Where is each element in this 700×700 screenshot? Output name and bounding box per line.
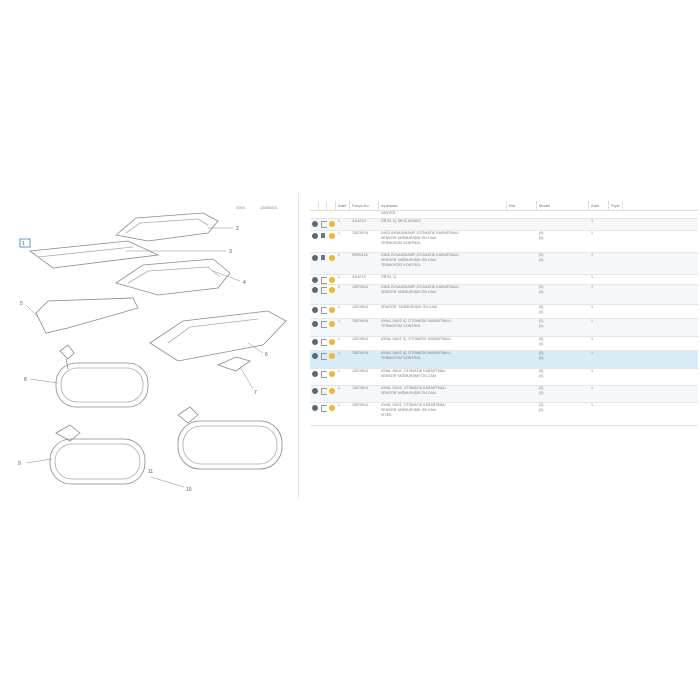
note-cell xyxy=(507,305,537,318)
description-line: TERMOSTAT KONTROL xyxy=(381,356,421,360)
model-line: (0) xyxy=(539,374,544,378)
qty-cell: 1 xyxy=(338,351,340,355)
count-cell: 1 xyxy=(591,386,593,390)
row-status-cell xyxy=(327,386,336,402)
description-cell xyxy=(379,211,507,218)
description-cell xyxy=(379,319,507,336)
count-cell xyxy=(589,211,609,218)
count-cell: 1 xyxy=(591,369,593,373)
bulb-icon[interactable] xyxy=(329,371,335,377)
row-select-cell[interactable] xyxy=(310,219,319,230)
row-status-cell xyxy=(327,351,336,368)
description-cell xyxy=(379,231,507,252)
row-select-cell[interactable] xyxy=(310,337,319,350)
col-description[interactable]: Açıklama xyxy=(379,201,507,210)
row-icon-cell xyxy=(319,253,327,274)
overhead-cover-top xyxy=(116,213,218,241)
qty-cell xyxy=(336,211,350,218)
row-icon-cell xyxy=(319,337,327,350)
row-status-cell xyxy=(327,275,336,284)
note-cell xyxy=(507,275,537,284)
description-line: DIKIZ AYNASI/KAMP.,OTOMATİK KARARTMALI xyxy=(381,253,459,257)
callout-label[interactable]: 2 xyxy=(236,226,239,232)
row-icon-cell xyxy=(319,219,327,230)
model-line: (0) xyxy=(539,351,544,355)
table-row[interactable] xyxy=(310,351,698,369)
description-line: VİTES xyxy=(381,413,392,417)
status-dot-icon[interactable] xyxy=(312,277,318,283)
row-select-cell[interactable] xyxy=(310,319,319,336)
qty-cell: 1 xyxy=(338,285,340,289)
callout-label[interactable]: 1 xyxy=(22,241,25,247)
description-line: SENSÖR YAĞMUR/IŞIK ÖN CAM xyxy=(381,408,436,412)
row-select-cell[interactable] xyxy=(310,275,319,284)
callout-label[interactable]: 7 xyxy=(254,390,257,396)
row-icon-cell xyxy=(319,231,327,252)
model-line: (0) xyxy=(539,310,544,314)
col-note[interactable]: Not xyxy=(507,201,537,210)
description-line: AYNA, DİKİZ, OTOMATİK KARARTMALI xyxy=(381,403,447,407)
mirror-stem-upper xyxy=(60,345,74,359)
row-status-cell xyxy=(327,211,336,218)
document-icon[interactable] xyxy=(321,255,325,260)
note-cell xyxy=(507,211,537,218)
price-cell xyxy=(609,337,623,350)
model-cell xyxy=(537,219,589,230)
qty-cell: 1 xyxy=(338,219,340,223)
model-cell xyxy=(537,369,589,385)
model-line: (0) xyxy=(539,337,544,341)
table-row[interactable] xyxy=(310,211,698,219)
model-line: (0) xyxy=(539,408,544,412)
price-cell xyxy=(609,319,623,336)
description-line: TERMOSTAT KONTROL xyxy=(381,241,421,245)
model-line: (0) xyxy=(539,324,544,328)
qty-cell: 1 xyxy=(338,253,340,257)
model-line: (0) xyxy=(539,403,544,407)
row-status-cell xyxy=(327,285,336,304)
qty-cell: 1 xyxy=(338,319,340,323)
model-cell xyxy=(537,319,589,336)
col-count[interactable]: Adet xyxy=(589,201,609,210)
note-cell xyxy=(507,351,537,368)
row-status-cell xyxy=(327,305,336,318)
mount-clip xyxy=(218,357,250,371)
parts-list-table xyxy=(310,193,698,498)
model-line: (0) xyxy=(539,258,544,262)
trim-bracket xyxy=(36,298,138,333)
row-status-cell xyxy=(327,337,336,350)
callout-label[interactable]: 4 xyxy=(243,280,246,286)
row-select-cell[interactable] xyxy=(310,305,319,318)
status-dot-icon[interactable] xyxy=(312,307,318,313)
description-cell xyxy=(379,369,507,385)
model-cell xyxy=(537,305,589,318)
note-cell xyxy=(507,369,537,385)
description-line: AYNA, DİKİZ İÇ, OTOMATİK KARARTMALI xyxy=(381,319,451,323)
price-cell xyxy=(609,275,623,284)
bulb-icon[interactable] xyxy=(329,405,335,411)
table-row[interactable] xyxy=(310,305,698,319)
table-header xyxy=(310,201,698,211)
col-select[interactable] xyxy=(310,201,319,210)
count-cell: 1 xyxy=(591,275,593,279)
qty-cell: 1 xyxy=(338,386,340,390)
model-line: (0) xyxy=(539,253,544,257)
row-icon-cell xyxy=(319,319,327,336)
part-number-cell[interactable]: 13579514 xyxy=(352,305,368,309)
rearview-mirror-3 xyxy=(178,421,282,469)
bulb-icon[interactable] xyxy=(329,233,335,239)
price-cell xyxy=(609,369,623,385)
model-line: (0) xyxy=(539,236,544,240)
description-line: DIKIZ AYNASI/KAMP.,OTOMATİK KARARTMALI xyxy=(381,285,459,289)
bulb-icon[interactable] xyxy=(329,277,335,283)
note-cell xyxy=(507,337,537,350)
description-line: SENSÖR YAĞMUR/IŞIK ÖN CAM xyxy=(381,374,436,378)
model-cell xyxy=(537,231,589,252)
model-cell xyxy=(537,386,589,402)
note-cell xyxy=(507,231,537,252)
row-status-cell xyxy=(327,319,336,336)
status-dot-icon[interactable] xyxy=(312,353,318,359)
qty-cell: 1 xyxy=(338,369,340,373)
description-cell xyxy=(379,305,507,318)
description-line: SENSÖR YAĞMUR/IŞIK ÖN CAM xyxy=(381,236,436,240)
row-icon-cell xyxy=(319,285,327,304)
col-qty[interactable]: Adet xyxy=(336,201,350,210)
model-line: (0) xyxy=(539,356,544,360)
row-icon-cell xyxy=(319,386,327,402)
part-number-cell[interactable]: 3118719 xyxy=(352,219,366,223)
col-model[interactable]: Model xyxy=(537,201,589,210)
model-cell xyxy=(537,285,589,304)
table-row[interactable] xyxy=(310,275,698,285)
row-status-cell xyxy=(327,231,336,252)
status-dot-icon[interactable] xyxy=(312,405,318,411)
count-cell: 1 xyxy=(591,219,593,223)
part-number-cell[interactable]: 13579514 xyxy=(352,285,368,289)
bulb-icon[interactable] xyxy=(329,321,335,327)
model-line: (0) xyxy=(539,285,544,289)
row-status-cell xyxy=(327,253,336,274)
parts-catalog-view xyxy=(8,193,698,498)
price-cell xyxy=(609,253,623,274)
callout-label[interactable]: 3 xyxy=(229,249,232,255)
part-number-cell[interactable]: 3118719 xyxy=(352,275,366,279)
col-price[interactable]: Fiyat xyxy=(609,201,623,210)
row-select-cell[interactable] xyxy=(310,351,319,368)
row-select-cell[interactable] xyxy=(310,386,319,402)
bulb-icon[interactable] xyxy=(329,287,335,293)
col-part-number[interactable]: Parça No xyxy=(350,201,379,210)
description-line: SENSÖR, YAĞMUR/IŞIK ÖN CAM xyxy=(381,305,437,309)
part-number-cell[interactable]: 13579514 xyxy=(352,319,368,323)
callout-label[interactable]: 10 xyxy=(186,487,192,493)
bulb-icon[interactable] xyxy=(329,255,335,261)
row-icon-cell xyxy=(319,403,327,425)
row-select-cell[interactable] xyxy=(310,403,319,425)
note-cell xyxy=(507,386,537,402)
note-cell xyxy=(507,285,537,304)
row-status-cell xyxy=(327,403,336,425)
description-line: AYNA, DİKİZ İÇ, OTOMATİK KARARTMALI xyxy=(381,351,451,355)
status-dot-icon[interactable] xyxy=(312,221,318,227)
row-icon-cell xyxy=(319,211,327,218)
count-cell: 1 xyxy=(591,319,593,323)
diagram-header-right: 13580001 xyxy=(260,205,278,210)
status-dot-icon[interactable] xyxy=(312,233,318,239)
mirror-stem-right xyxy=(178,407,198,423)
row-icon-cell xyxy=(319,275,327,284)
table-row[interactable] xyxy=(310,231,698,253)
row-select-cell[interactable] xyxy=(310,231,319,252)
bulb-icon[interactable] xyxy=(329,307,335,313)
description-line: SENSÖR YAĞMUR/IŞIK ÖN CAM xyxy=(381,290,436,294)
model-cell xyxy=(537,253,589,274)
description-cell xyxy=(379,351,507,368)
overhead-console xyxy=(116,259,230,295)
table-row[interactable] xyxy=(310,369,698,386)
price-cell xyxy=(609,285,623,304)
description-cell xyxy=(379,285,507,304)
bulb-icon[interactable] xyxy=(329,353,335,359)
callout-label[interactable]: 11 xyxy=(148,469,154,475)
description-cell xyxy=(379,337,507,350)
description-line: ÖRTÜ, İÇ DİKİZ AYNASI xyxy=(381,219,421,223)
count-cell: 1 xyxy=(591,285,593,289)
table-row[interactable] xyxy=(310,386,698,403)
note-cell xyxy=(507,319,537,336)
status-dot-icon[interactable] xyxy=(312,339,318,345)
description-line: SENSÖR YAĞMUR/IŞIK ÖN CAM xyxy=(381,258,436,262)
count-cell: 1 xyxy=(591,351,593,355)
description-cell xyxy=(379,403,507,425)
price-cell xyxy=(609,305,623,318)
part-number-cell[interactable] xyxy=(350,211,379,218)
price-cell xyxy=(609,351,623,368)
col-status xyxy=(327,201,336,210)
table-row[interactable] xyxy=(310,253,698,275)
row-select-cell[interactable] xyxy=(310,285,319,304)
row-icon-cell xyxy=(319,369,327,385)
model-line: (0) xyxy=(539,342,544,346)
row-icon-cell xyxy=(319,305,327,318)
part-number-cell[interactable]: 13579514 xyxy=(352,231,368,235)
bulb-icon[interactable] xyxy=(329,221,335,227)
model-line: (0) xyxy=(539,231,544,235)
count-cell: 1 xyxy=(591,253,593,257)
model-cell xyxy=(537,275,589,284)
description-cell xyxy=(379,253,507,274)
row-status-cell xyxy=(327,369,336,385)
note-cell xyxy=(507,403,537,425)
model-cell xyxy=(537,351,589,368)
row-select-cell[interactable] xyxy=(310,369,319,385)
description-line: AYNA, DİKİZ, OTOMATİK KARARTMALI xyxy=(381,369,447,373)
qty-cell: 1 xyxy=(338,275,340,279)
part-number-cell[interactable]: 13579514 xyxy=(352,403,368,407)
description-line: AYNA, DİKİZ İÇ, OTOMATİK KARARTMALI xyxy=(381,337,451,341)
status-dot-icon[interactable] xyxy=(312,371,318,377)
description-line: VANTED xyxy=(381,211,396,215)
price-cell xyxy=(609,386,623,402)
qty-cell: 1 xyxy=(338,337,340,341)
price-cell xyxy=(609,231,623,252)
note-cell xyxy=(507,219,537,230)
model-cell xyxy=(537,403,589,425)
price-cell xyxy=(609,403,623,425)
qty-cell: 1 xyxy=(338,305,340,309)
qty-cell: 1 xyxy=(338,403,340,407)
row-status-cell xyxy=(327,219,336,230)
document-icon[interactable] xyxy=(321,233,325,238)
model-cell xyxy=(537,211,589,218)
description-cell xyxy=(379,219,507,230)
model-cell xyxy=(537,337,589,350)
col-icon xyxy=(319,201,327,210)
description-line: SENSÖR YAĞMUR/IŞIK ÖN CAM xyxy=(381,391,436,395)
callout-label[interactable]: 9 xyxy=(18,461,21,467)
description-cell xyxy=(379,386,507,402)
row-select-cell[interactable] xyxy=(310,253,319,274)
bulb-icon[interactable] xyxy=(329,339,335,345)
row-icon-cell xyxy=(319,351,327,368)
part-number-cell[interactable]: 13579514 xyxy=(352,351,368,355)
count-cell: 1 xyxy=(591,305,593,309)
qty-cell: 1 xyxy=(338,231,340,235)
table-row[interactable] xyxy=(310,403,698,426)
status-dot-icon[interactable] xyxy=(312,388,318,394)
status-dot-icon[interactable] xyxy=(312,321,318,327)
row-select-cell[interactable] xyxy=(310,211,319,218)
table-row[interactable] xyxy=(310,285,698,305)
callout-label[interactable]: 5 xyxy=(20,301,23,307)
table-row[interactable] xyxy=(310,337,698,351)
model-line: (0) xyxy=(539,305,544,309)
callout-label[interactable]: 8 xyxy=(24,377,27,383)
description-line: TERMOSTAT KONTROL xyxy=(381,324,421,328)
model-line: (0) xyxy=(539,290,544,294)
model-line: (0) xyxy=(539,319,544,323)
trim-strip xyxy=(30,241,158,268)
price-cell xyxy=(609,219,623,230)
description-cell xyxy=(379,275,507,284)
description-line: AYNA, DİKİZ, OTOMATİK KARARTMALI xyxy=(381,386,447,390)
price-cell xyxy=(609,211,623,218)
bulb-icon[interactable] xyxy=(329,388,335,394)
table-row[interactable] xyxy=(310,219,698,231)
description-line: ÖRTÜ, İÇ xyxy=(381,275,397,279)
model-line: (0) xyxy=(539,386,544,390)
part-number-cell[interactable]: 39091120 xyxy=(352,253,368,257)
mirror-parts-diagram[interactable] xyxy=(8,193,298,498)
count-cell: 1 xyxy=(591,403,593,407)
description-line: DIKIZ AYNASI/KAMP.,OTOMATİK KARARTMALI xyxy=(381,231,459,235)
description-line: TERMOSTAT KONTROL xyxy=(381,263,421,267)
part-number-cell[interactable]: 13579514 xyxy=(352,337,368,341)
exploded-diagram-panel xyxy=(8,193,299,498)
status-dot-icon[interactable] xyxy=(312,255,318,261)
diagram-header-left: 2000 xyxy=(236,205,245,210)
model-line: (0) xyxy=(539,369,544,373)
part-number-cell[interactable]: 13579514 xyxy=(352,386,368,390)
count-cell: 1 xyxy=(591,231,593,235)
part-number-cell[interactable]: 13579514 xyxy=(352,369,368,373)
table-row[interactable] xyxy=(310,319,698,337)
model-line: (0) xyxy=(539,391,544,395)
status-dot-icon[interactable] xyxy=(312,287,318,293)
note-cell xyxy=(507,253,537,274)
callout-label[interactable]: 6 xyxy=(265,352,268,358)
count-cell: 1 xyxy=(591,337,593,341)
